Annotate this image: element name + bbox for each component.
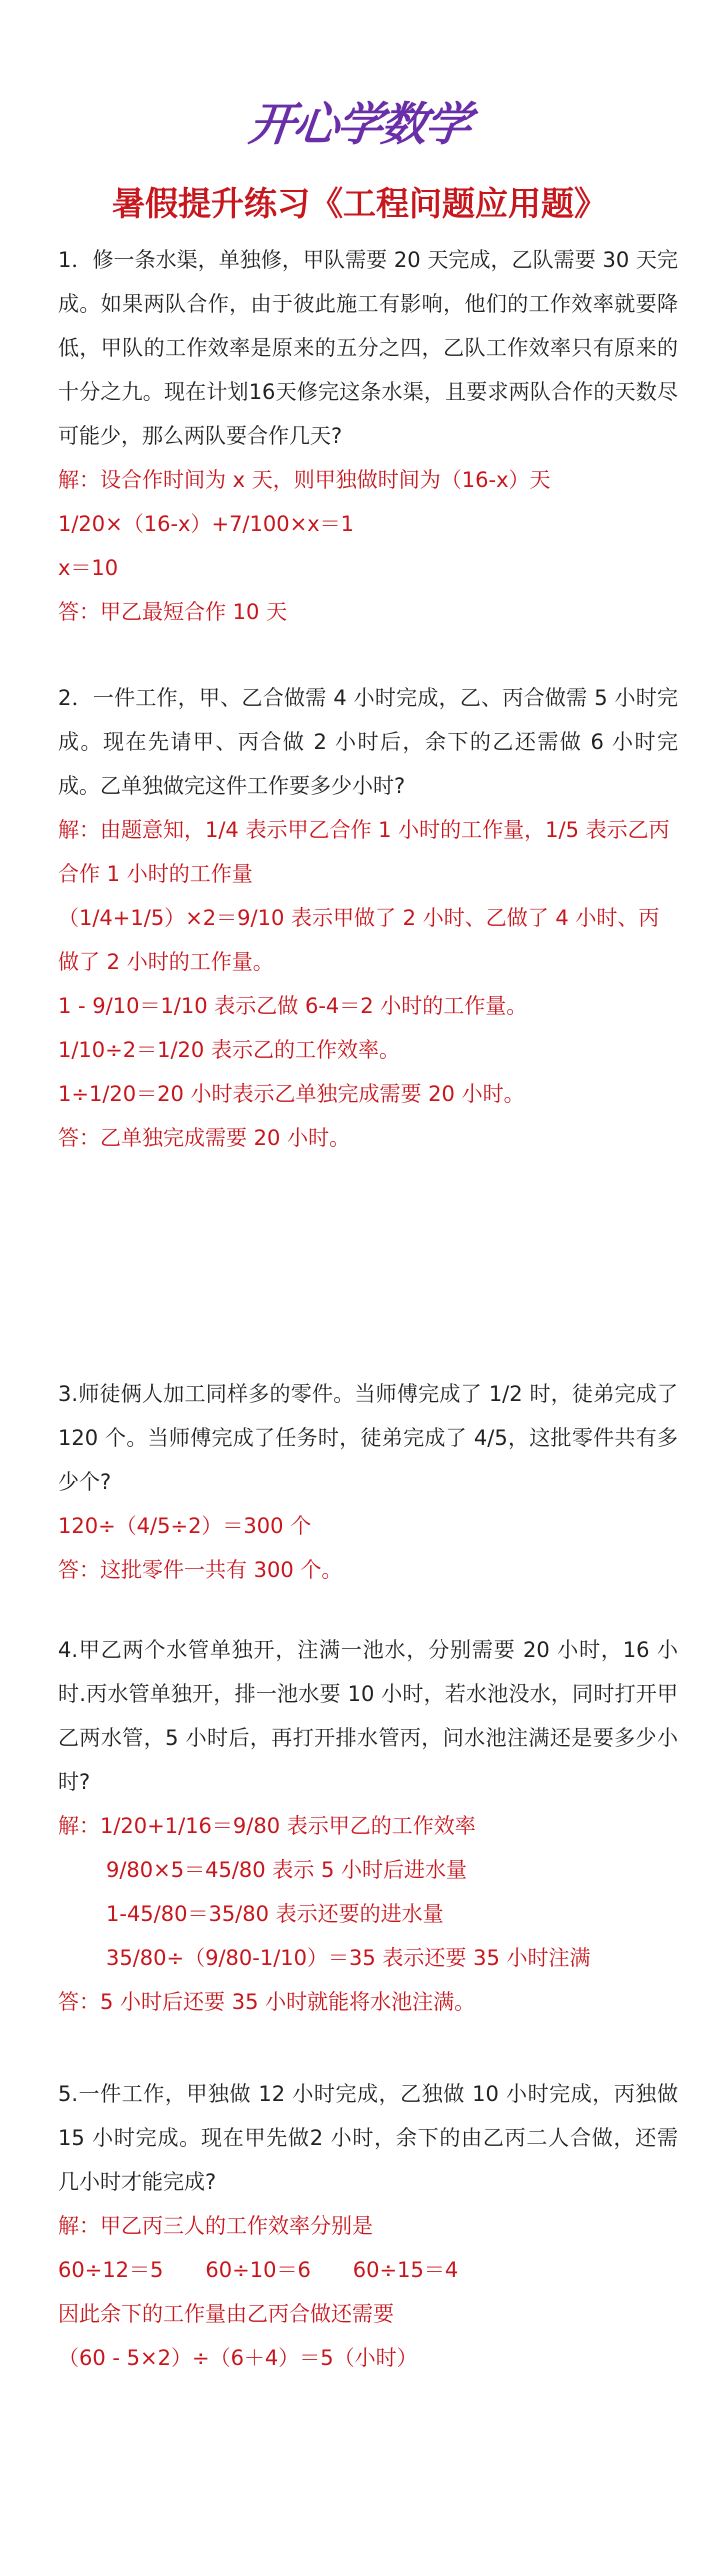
answer-line: 因此余下的工作量由乙丙合做还需要 bbox=[58, 2302, 394, 2326]
brand-logo: 开心学数学 bbox=[246, 97, 473, 151]
answer-line: 1/20×（16-x）+7/100×x＝1 bbox=[58, 512, 354, 536]
problem-3 bbox=[58, 1372, 678, 1592]
answer-line: 答：甲乙最短合作 10 天 bbox=[58, 600, 288, 624]
answer-line: 1-45/80＝35/80 表示还要的进水量 bbox=[106, 1902, 444, 1926]
problem-question: 1．修一条水渠，单独修，甲队需要 20 天完成，乙队需要 30 天完成。如果两队合作，由于彼此施工有影响，他们的工作效率就要降低，甲队的工作效率是原来的五分之四，乙队工作效率只有原来的十分之九。现在计划16天修完这条水渠，且要求两队合作的天数尽可能少，那么两队要合作几天? bbox=[58, 248, 678, 448]
answer-line: 解：甲乙丙三人的工作效率分别是 bbox=[58, 2214, 373, 2238]
answer-line: 答：这批零件一共有 300 个。 bbox=[58, 1558, 343, 1582]
problem-2 bbox=[58, 676, 678, 1160]
answer-line: 60÷12＝5 60÷10＝6 60÷15＝4 bbox=[58, 2258, 459, 2282]
answer-line: 9/80×5＝45/80 表示 5 小时后进水量 bbox=[106, 1858, 468, 1882]
answer-line: 1 - 9/10＝1/10 表示乙做 6-4＝2 小时的工作量。 bbox=[58, 994, 528, 1018]
problem-question: 3.师徒俩人加工同样多的零件。当师傅完成了 1/2 时，徒弟完成了 120 个。当师傅完成了任务时，徒弟完成了 4/5，这批零件共有多少个? bbox=[58, 1382, 678, 1494]
answer-line: x＝10 bbox=[58, 556, 119, 580]
answer-line: （60 - 5×2）÷（6＋4）＝5（小时） bbox=[58, 2346, 418, 2370]
answer-line: 解：由题意知，1/4 表示甲乙合作 1 小时的工作量，1/5 表示乙丙合作 1 小时的工作量 bbox=[58, 818, 670, 886]
page-title: 暑假提升练习《工程问题应用题》 bbox=[112, 184, 607, 223]
problem-question: 2．一件工作，甲、乙合做需 4 小时完成，乙、丙合做需 5 小时完成。现在先请甲、丙合做 2 小时后，余下的乙还需做 6 小时完成。乙单独做完这件工作要多少小时? bbox=[58, 686, 678, 798]
answer-line: 答：乙单独完成需要 20 小时。 bbox=[58, 1126, 351, 1150]
problem-1 bbox=[58, 238, 678, 634]
problem-4 bbox=[58, 1628, 678, 2024]
problem-question: 4.甲乙两个水管单独开，注满一池水，分别需要 20 小时，16 小时.丙水管单独开，排一池水要 10 小时，若水池没水，同时打开甲乙两水管，5 小时后，再打开排水管丙，问水池注满还是要多少小时? bbox=[58, 1638, 678, 1794]
answer-line: 答：5 小时后还要 35 小时就能将水池注满。 bbox=[58, 1990, 476, 2014]
answer-line: （1/4+1/5）×2＝9/10 表示甲做了 2 小时、乙做了 4 小时、丙做了 2 小时的工作量。 bbox=[58, 906, 660, 974]
answer-line: 1÷1/20＝20 小时表示乙单独完成需要 20 小时。 bbox=[58, 1082, 525, 1106]
answer-line: 120÷（4/5÷2）＝300 个 bbox=[58, 1514, 312, 1538]
problem-question: 5.一件工作，甲独做 12 小时完成，乙独做 10 小时完成，丙独做15 小时完成。现在甲先做2 小时，余下的由乙丙二人合做，还需几小时才能完成? bbox=[58, 2082, 678, 2194]
answer-line: 35/80÷（9/80-1/10）＝35 表示还要 35 小时注满 bbox=[106, 1946, 591, 1970]
answer-line: 解：1/20+1/16＝9/80 表示甲乙的工作效率 bbox=[58, 1814, 476, 1838]
answer-line: 1/10÷2＝1/20 表示乙的工作效率。 bbox=[58, 1038, 400, 1062]
problem-5 bbox=[58, 2072, 678, 2380]
answer-line: 解：设合作时间为 x 天，则甲独做时间为（16-x）天 bbox=[58, 468, 551, 492]
